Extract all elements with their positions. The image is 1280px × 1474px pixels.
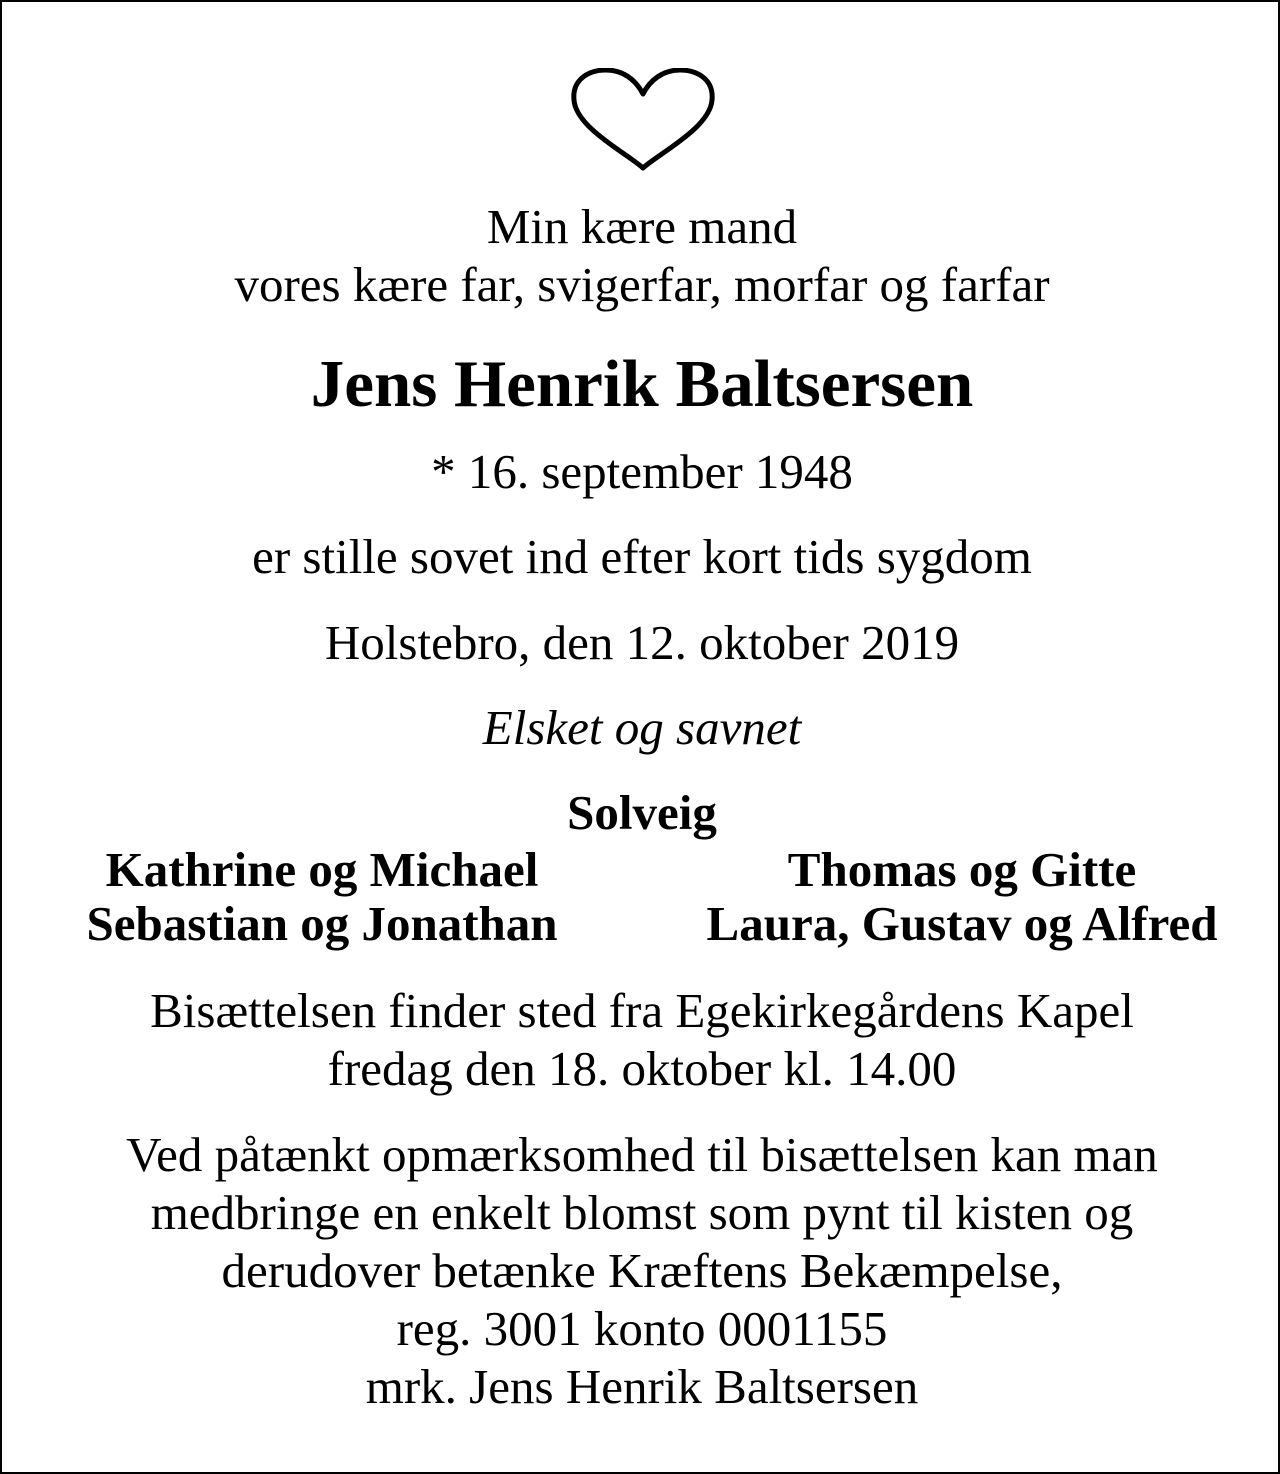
funeral-line-1: Bisættelsen finder sted fra Egekirkegårdens Kapel	[150, 983, 1134, 1038]
mourners-right-column	[672, 843, 1252, 951]
funeral-line-2: fredag den 18. oktober kl. 14.00	[327, 1041, 957, 1096]
intro-line-2: vores kære far, svigerfar, morfar og farfar	[234, 257, 1050, 312]
mourners-left-column	[32, 843, 612, 951]
intro-line-1: Min kære mand	[486, 199, 798, 254]
birth-line: * 16. september 1948	[431, 444, 853, 499]
place-date-line: Holstebro, den 12. oktober 2019	[324, 615, 960, 670]
donation-line-2: medbringe en enkelt blomst som pynt til kisten og	[150, 1185, 1134, 1240]
mourner-right-line-1: Thomas og Gitte	[787, 842, 1137, 897]
donation-line-5: mrk. Jens Henrik Baltsersen	[365, 1359, 919, 1414]
mourner-left-line-1: Kathrine og Michael	[105, 842, 539, 897]
mourner-spouse: Solveig	[567, 785, 717, 840]
mourner-left-line-2: Sebastian og Jonathan	[86, 896, 558, 951]
mourner-right-line-2: Laura, Gustav og Alfred	[706, 896, 1218, 951]
donation-line-4: reg. 3001 konto 0001155	[396, 1301, 888, 1356]
passing-line: er stille sovet ind efter kort tids sygdom	[252, 529, 1032, 584]
deceased-name: Jens Henrik Baltsersen	[310, 347, 974, 421]
heart-icon	[568, 68, 718, 172]
donation-line-3: derudover betænke Kræftens Bekæmpelse,	[221, 1243, 1063, 1298]
donation-line-1: Ved påtænkt opmærksomhed til bisættelsen kan man	[126, 1127, 1158, 1182]
tribute-line: Elsket og savnet	[482, 700, 802, 755]
